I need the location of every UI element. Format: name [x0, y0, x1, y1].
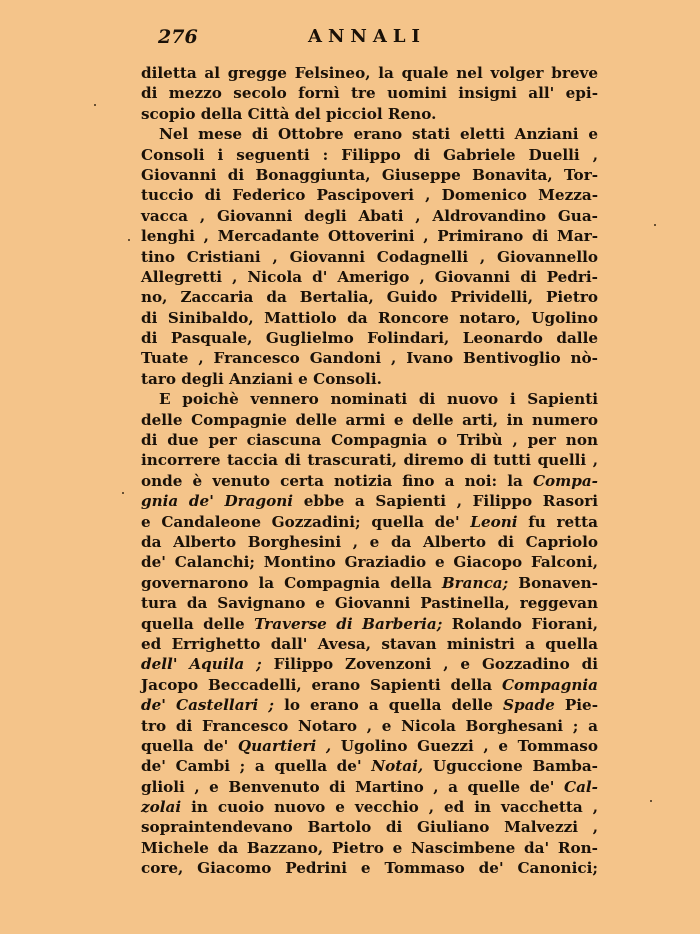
text-segment: lo erano a quella delle: [274, 696, 504, 715]
text-segment: ebbe a Sapienti , Filippo Rasori: [293, 492, 598, 511]
text-line: [141, 226, 598, 246]
text-segment: tuccio di Federico Pascipoveri , Domenico Mezza-: [141, 186, 598, 205]
text-segment: delle Compagnie delle armi e delle arti, in numero: [141, 410, 598, 429]
text-segment: Consoli i seguenti : Filippo di Gabriele Duelli ,: [141, 145, 598, 164]
text-line: [141, 206, 598, 226]
text-line: [141, 471, 598, 491]
italic-text: zolai: [141, 798, 182, 817]
text-segment: Uguccione Bamba-: [423, 757, 598, 776]
text-segment: di Sinibaldo, Mattiolo da Roncore notaro, Ugolino: [141, 308, 598, 327]
text-line: [141, 63, 598, 83]
text-segment: no, Zaccaria da Bertalia, Guido Prividelli, Pietro: [141, 288, 598, 307]
text-segment: quella de': [141, 736, 238, 755]
text-segment: Jacopo Beccadelli, erano Sapienti della: [141, 675, 502, 694]
text-line: [141, 328, 598, 348]
text-segment: e Candaleone Gozzadini; quella de': [141, 512, 471, 531]
text-line: [141, 573, 598, 593]
text-segment: de' Cambi ; a quella de': [141, 757, 372, 776]
text-segment: glioli , e Benvenuto di Martino , a quelle de': [141, 777, 564, 796]
text-line: [141, 124, 598, 144]
text-line: [141, 614, 598, 634]
body-text: [141, 63, 598, 879]
text-segment: Ugolino Guezzi , e Tommaso: [331, 736, 598, 755]
text-line: [141, 716, 598, 736]
text-segment: lenghi , Mercadante Ottoverini , Primirano di Mar-: [141, 227, 598, 246]
text-segment: Bonaven-: [508, 573, 598, 592]
text-line: [141, 450, 598, 470]
text-segment: taro degli Anziani e Consoli.: [141, 369, 382, 388]
text-segment: ed Errighetto dall' Avesa, stavan ministri a quella: [141, 634, 598, 653]
paper-speck: [122, 492, 124, 494]
text-line: [141, 817, 598, 837]
text-segment: fu retta: [517, 512, 599, 531]
text-segment: Rolando Fiorani,: [442, 614, 598, 633]
page-number: 276: [158, 26, 198, 48]
text-line: [141, 491, 598, 511]
italic-text: Branca;: [441, 573, 509, 592]
italic-text: dell' Aquila ;: [141, 655, 262, 674]
text-line: [141, 348, 598, 368]
text-line: [141, 267, 598, 287]
text-segment: tino Cristiani , Giovanni Codagnelli , Giovannello: [141, 247, 598, 266]
text-line: [141, 858, 598, 878]
italic-text: Notai,: [371, 757, 424, 776]
text-line: [141, 736, 598, 756]
italic-text: Quartieri ,: [237, 736, 332, 755]
text-line: [141, 83, 598, 103]
text-line: [141, 308, 598, 328]
text-line: [141, 410, 598, 430]
italic-text: Compagnia: [501, 675, 598, 694]
text-line: [141, 532, 598, 552]
text-segment: Nel mese di Ottobre erano stati eletti Anziani e: [159, 125, 598, 144]
text-segment: vacca , Giovanni degli Abati , Aldrovandino Gua-: [141, 206, 598, 225]
text-segment: Giovanni di Bonaggiunta, Giuseppe Bonavita, Tor-: [141, 165, 598, 184]
running-title: ANNALI: [308, 26, 426, 47]
text-segment: diletta al gregge Felsineo, la quale nel volger breve: [141, 64, 598, 82]
text-line: [141, 287, 598, 307]
text-segment: sopraintendevano Bartolo di Giuliano Malvezzi ,: [141, 818, 598, 837]
text-segment: Filippo Zovenzoni , e Gozzadino di: [261, 655, 598, 674]
text-segment: Michele da Bazzano, Pietro e Nascimbene da' Ron-: [141, 838, 598, 857]
text-line: [141, 634, 598, 654]
italic-text: Traverse di Barberia;: [254, 614, 443, 633]
text-line: [141, 369, 598, 389]
paper-speck: [128, 239, 130, 241]
text-line: [141, 675, 598, 695]
text-segment: Pie-: [554, 696, 598, 715]
text-line: [141, 838, 598, 858]
text-segment: quella delle: [141, 614, 255, 633]
text-line: [141, 165, 598, 185]
text-line: [141, 756, 598, 776]
italic-text: Leoni: [470, 512, 518, 531]
text-line: [141, 593, 598, 613]
text-line: [141, 430, 598, 450]
text-line: [141, 654, 598, 674]
text-line: [141, 104, 598, 124]
text-line: [141, 552, 598, 572]
text-segment: core, Giacomo Pedrini e Tommaso de' Canonici;: [141, 859, 598, 878]
text-segment: tura da Savignano e Giovanni Pastinella, reggevan: [141, 594, 598, 613]
text-segment: di Pasquale, Guglielmo Folindari, Leonardo dalle: [141, 329, 598, 348]
text-segment: E poichè vennero nominati di nuovo i Sapienti: [159, 390, 598, 409]
text-line: [141, 145, 598, 165]
paper-speck: [650, 800, 652, 802]
italic-text: gnia de' Dragoni: [141, 492, 294, 511]
paper-speck: [654, 224, 656, 226]
text-segment: tro di Francesco Notaro , e Nicola Borghesani ; a: [141, 716, 598, 735]
text-segment: di mezzo secolo fornì tre uomini insigni all' epi-: [141, 84, 598, 103]
text-segment: Tuate , Francesco Gandoni , Ivano Bentivoglio nò-: [141, 349, 598, 368]
italic-text: Spade: [503, 696, 555, 715]
italic-text: de' Castellari ;: [141, 696, 274, 715]
italic-text: Cal-: [563, 777, 598, 796]
paper-speck: [94, 104, 96, 106]
text-segment: de' Calanchi; Montino Graziadio e Giacopo Falconi,: [141, 553, 598, 572]
text-line: [141, 777, 598, 797]
text-line: [141, 512, 598, 532]
text-segment: governarono la Compagnia della: [141, 573, 442, 592]
text-segment: Allegretti , Nicola d' Amerigo , Giovanni di Pedri-: [141, 267, 598, 286]
text-segment: onde è venuto certa notizia fino a noi: la: [141, 471, 533, 490]
text-line: [141, 797, 598, 817]
text-segment: in cuoio nuovo e vecchio , ed in vacchetta ,: [181, 798, 598, 817]
text-segment: da Alberto Borghesini , e da Alberto di Capriolo: [141, 532, 598, 551]
page-header: [158, 26, 598, 52]
text-segment: incorrere taccia di trascurati, diremo di tutti quelli ,: [141, 451, 598, 470]
text-line: [141, 389, 598, 409]
italic-text: Compa-: [532, 471, 598, 490]
text-line: [141, 185, 598, 205]
text-line: [141, 695, 598, 715]
text-segment: scopio della Città del picciol Reno.: [141, 104, 437, 123]
text-segment: di due per ciascuna Compagnia o Tribù , per non: [141, 431, 598, 450]
text-line: [141, 247, 598, 267]
